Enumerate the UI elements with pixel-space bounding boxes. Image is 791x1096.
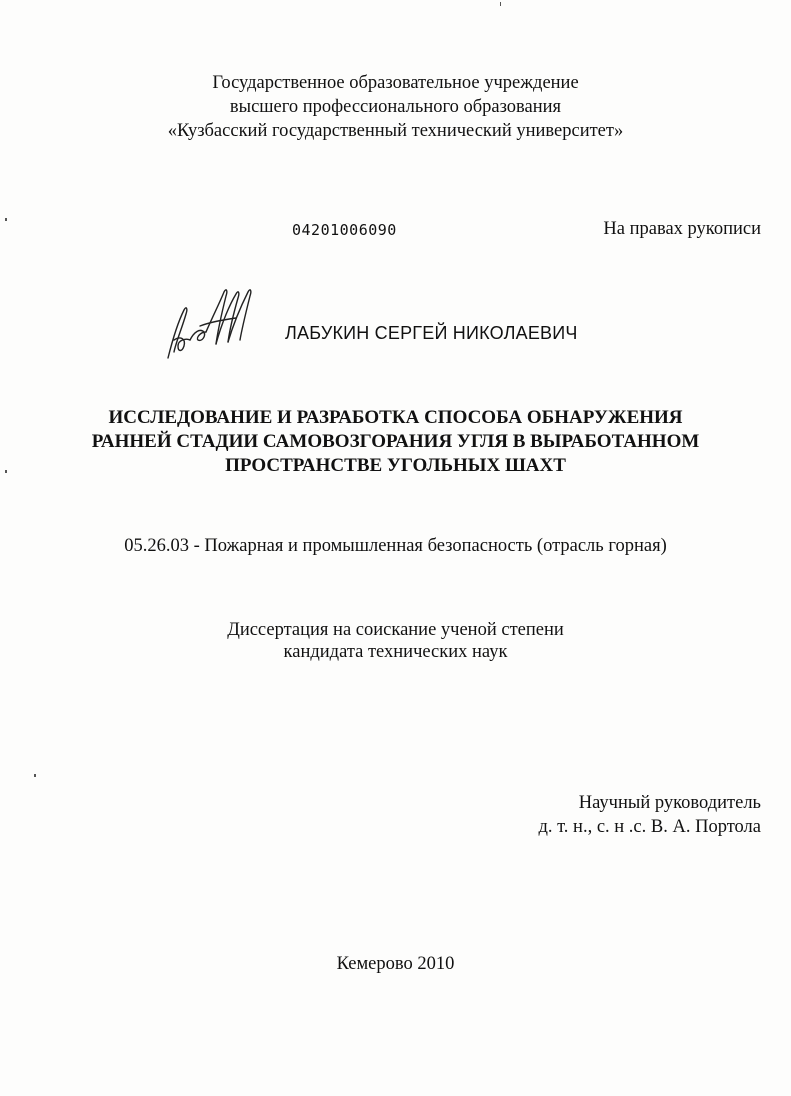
scan-speck xyxy=(5,218,7,221)
rights-notice: На правах рукописи xyxy=(603,219,761,239)
author-name: ЛАБУКИН СЕРГЕЙ НИКОЛАЕВИЧ xyxy=(285,323,578,343)
institution-line-2: высшего профессионального образования xyxy=(229,97,562,117)
registration-code: 04201006090 xyxy=(292,221,397,239)
institution-line-3: «Кузбасский государственный технический университет» xyxy=(167,121,624,141)
supervisor-block xyxy=(538,791,761,839)
author-signature xyxy=(160,282,270,362)
institution-header xyxy=(0,71,791,143)
city-year: Кемерово 2010 xyxy=(336,954,455,974)
degree-line-2: кандидата технических наук xyxy=(283,642,508,662)
institution-line-1: Государственное образовательное учреждение xyxy=(212,73,579,93)
scan-speck xyxy=(500,2,501,6)
title-line-3: ПРОСТРАНСТВЕ УГОЛЬНЫХ ШАХТ xyxy=(225,455,566,476)
degree-statement xyxy=(0,619,791,663)
dissertation-title xyxy=(0,406,791,478)
title-line-2: РАННЕЙ СТАДИИ САМОВОЗГОРАНИЯ УГЛЯ В ВЫРАБОТАННОМ xyxy=(91,431,700,452)
title-line-1: ИССЛЕДОВАНИЕ И РАЗРАБОТКА СПОСОБА ОБНАРУЖЕНИЯ xyxy=(108,407,683,428)
supervisor-label: Научный руководитель xyxy=(578,793,761,813)
scan-speck xyxy=(34,774,36,777)
degree-line-1: Диссертация на соискание ученой степени xyxy=(227,620,564,640)
specialty-code: 05.26.03 - Пожарная и промышленная безопасность (отрасль горная) xyxy=(124,536,667,556)
scan-speck xyxy=(5,470,7,473)
supervisor-name: д. т. н., с. н .с. В. А. Портола xyxy=(538,817,761,837)
